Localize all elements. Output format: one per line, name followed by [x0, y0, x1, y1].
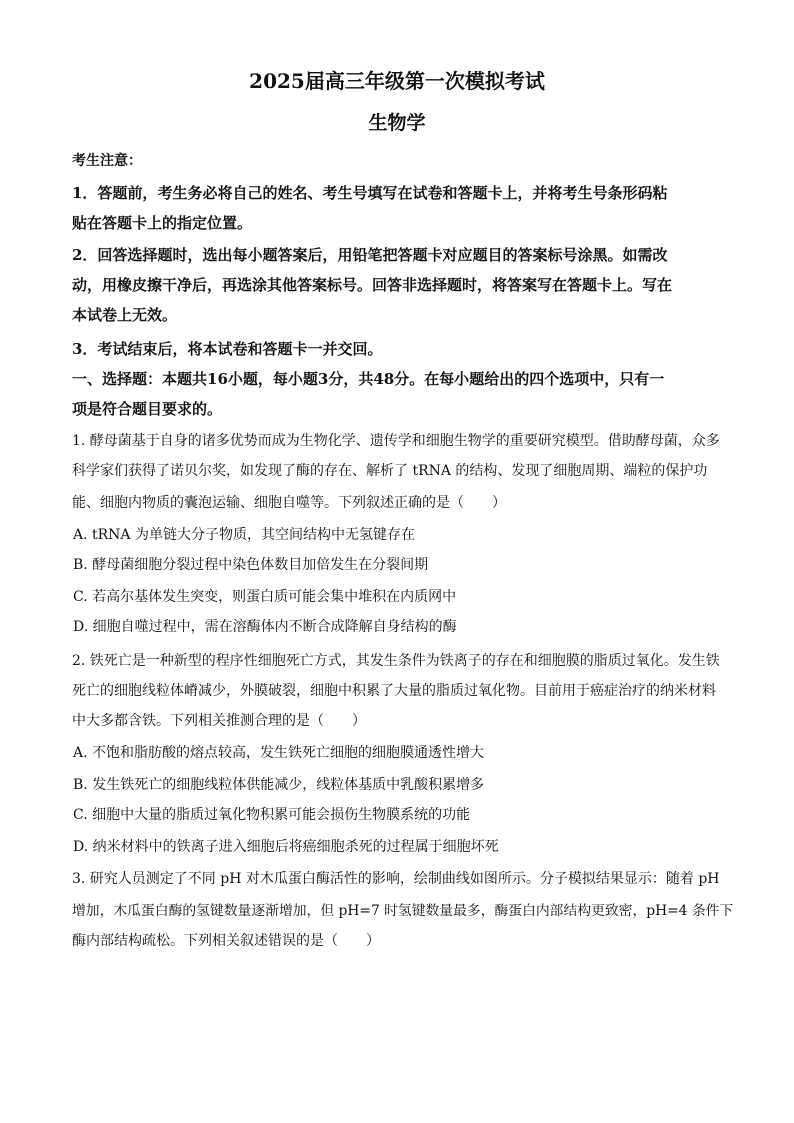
q3-stem-line-1: 3. 研究人员测定了不同 pH 对木瓜蛋白酶活性的影响，绘制曲线如图所示。分子模拟结果显示：随着 pH [72, 871, 720, 887]
notice-item-2-line-1: 2．回答选择题时，选出每小题答案后，用铅笔把答题卡对应题目的答案标号涂黑。如需改 [72, 246, 668, 264]
q2-option-d: D. 纳米材料中的铁离子进入细胞后将癌细胞杀死的过程属于细胞坏死 [73, 839, 499, 855]
notice-item-1-line-2: 贴在答题卡上的指定位置。 [72, 214, 253, 232]
q2-option-a: A. 不饱和脂肪酸的熔点较高，发生铁死亡细胞的细胞膜通透性增大 [73, 745, 485, 761]
q1-option-c: C. 若高尔基体发生突变，则蛋白质可能会集中堆积在内质网中 [73, 589, 457, 605]
q1-option-b: B. 酵母菌细胞分裂过程中染色体数目加倍发生在分裂间期 [73, 557, 429, 573]
notice-item-1-line-1: 1．答题前，考生务必将自己的姓名、考生号填写在试卷和答题卡上，并将考生号条形码粘 [72, 184, 668, 202]
q1-stem-line-1: 1. 酵母菌基于自身的诸多优势而成为生物化学、遗传学和细胞生物学的重要研究模型。借助酵母菌，众多 [72, 433, 720, 449]
section-heading-line-1: 一、选择题：本题共16小题，每小题3分，共48分。在每小题给出的四个选项中，只有一 [72, 370, 665, 388]
q2-option-c: C. 细胞中大量的脂质过氧化物积累可能会损伤生物膜系统的功能 [73, 807, 471, 823]
q2-option-b: B. 发生铁死亡的细胞线粒体供能减少，线粒体基质中乳酸积累增多 [73, 777, 485, 793]
section-heading-line-2: 项是符合题目要求的。 [72, 400, 223, 418]
exam-subject: 生物学 [368, 112, 426, 134]
q1-stem-line-3: 能、细胞内物质的囊泡运输、细胞自噬等。下列叙述正确的是（ ） [72, 495, 506, 511]
notice-item-2-line-2: 动，用橡皮擦干净后，再选涂其他答案标号。回答非选择题时，将答案写在答题卡上。写在 [72, 276, 673, 294]
q1-option-d: D. 细胞自噬过程中，需在溶酶体内不断合成降解自身结构的酶 [73, 619, 457, 635]
q1-stem-line-2: 科学家们获得了诺贝尔奖，如发现了酶的存在、解析了 tRNA 的结构、发现了细胞周期、端粒的保护功 [72, 463, 708, 479]
exam-title: 2025届高三年级第一次模拟考试 [249, 69, 545, 93]
q3-stem-line-2: 增加，木瓜蛋白酶的氢键数量逐渐增加，但 pH=7 时氢键数量最多，酶蛋白内部结构更致密，pH=4 条件下 [72, 903, 734, 919]
q3-stem-line-3: 酶内部结构疏松。下列相关叙述错误的是（ ） [72, 933, 380, 949]
notice-item-2-line-3: 本试卷上无效。 [72, 306, 178, 324]
q2-stem-line-1: 2. 铁死亡是一种新型的程序性细胞死亡方式，其发生条件为铁离子的存在和细胞膜的脂质过氧化。发生铁 [72, 653, 720, 669]
notice-heading: 考生注意： [72, 153, 142, 169]
q2-stem-line-2: 死亡的细胞线粒体嵴减少，外膜破裂，细胞中积累了大量的脂质过氧化物。目前用于癌症治疗的纳米材料 [72, 683, 716, 699]
q1-option-a: A. tRNA 为单链大分子物质，其空间结构中无氢键存在 [73, 527, 415, 543]
notice-item-3-line-1: 3．考试结束后，将本试卷和答题卡一并交回。 [72, 340, 383, 358]
q2-stem-line-3: 中大多都含铁。下列相关推测合理的是（ ） [72, 713, 366, 729]
